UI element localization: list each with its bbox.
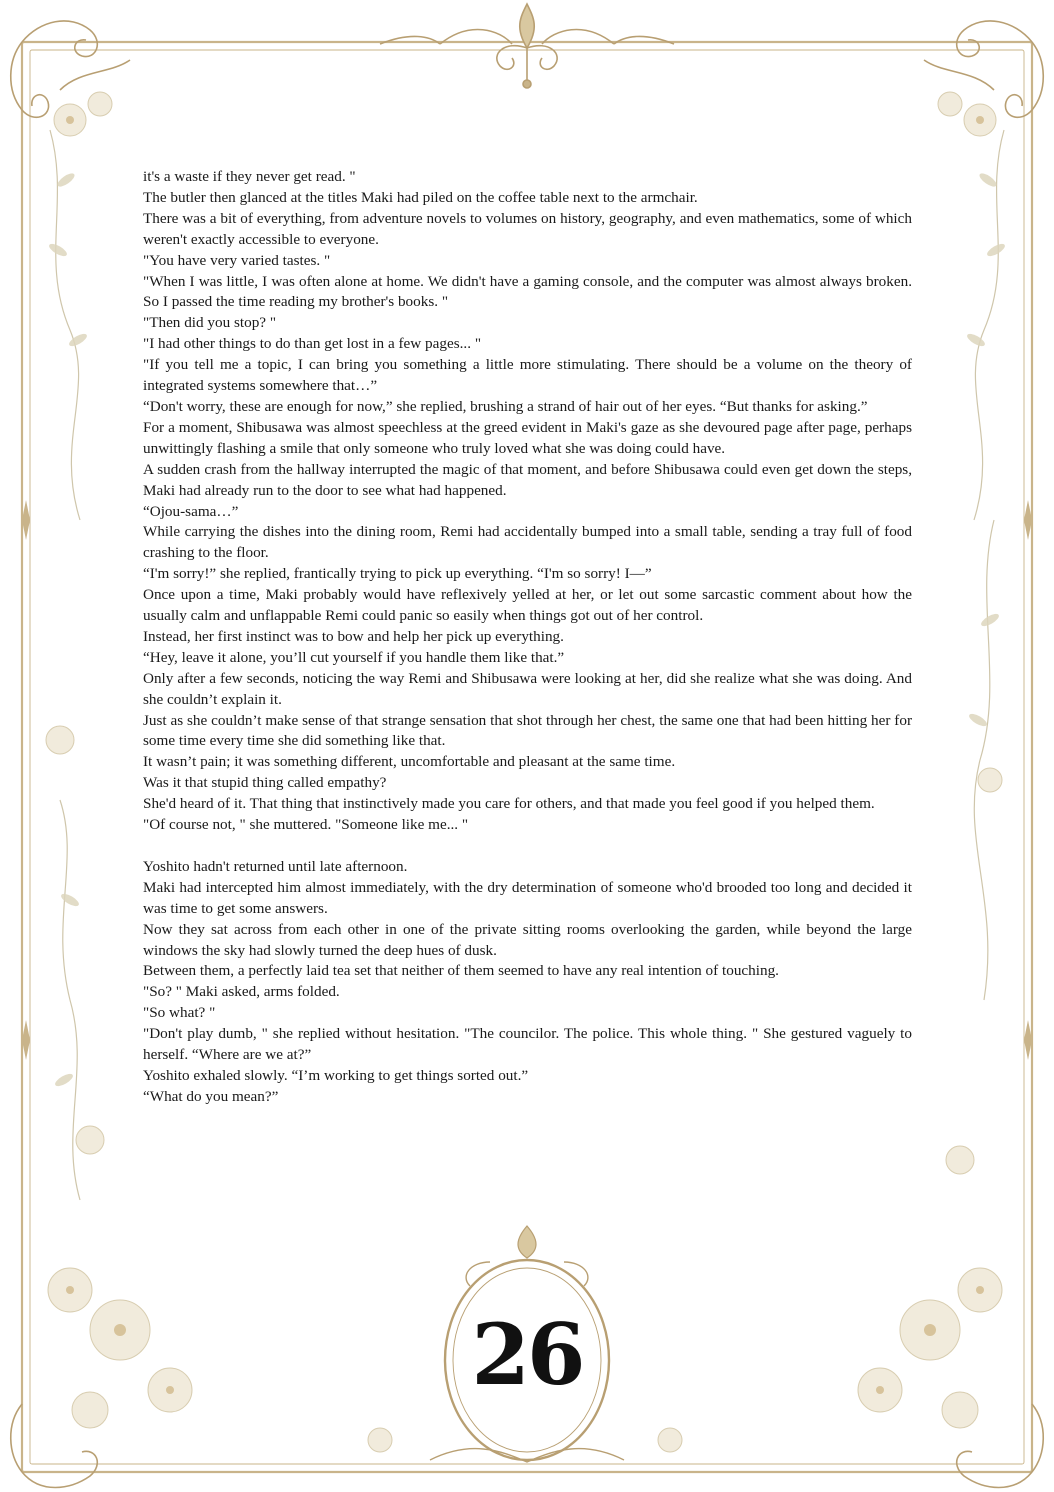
paragraph: "I had other things to do than get lost in a few pages... " [143,335,482,353]
paragraph: Yoshito exhaled slowly. “I’m working to get things sorted out.” [143,1066,529,1084]
paragraph: It wasn’t pain; it was something different, uncomfortable and pleasant at the same time. [143,753,676,771]
paragraph: Maki had intercepted him almost immediately, with the dry determination of someone who'd brooded too long and decided it was time to get some answers. [143,878,912,917]
paragraph: "You have very varied tastes. " [143,251,331,269]
paragraph: "Of course not, " she muttered. "Someone like me... " [143,816,469,834]
paragraph: There was a bit of everything, from adventure novels to volumes on history, geography, and even mathematics, some of which weren't exactly accessible to everyone. [143,209,912,248]
paragraph: Instead, her first instinct was to bow and help her pick up everything. [143,627,564,645]
paragraph: “I'm sorry!” she replied, frantically trying to pick up everything. “I'm so sorry! I—” [143,565,652,583]
paragraph-spacer [143,836,912,857]
paragraph: Now they sat across from each other in one of the private sitting rooms overlooking the garden, while beyond the large windows the sky had slowly turned the deep hues of dusk. [143,920,912,959]
paragraph: "So what? " [143,1004,216,1022]
paragraph: While carrying the dishes into the dining room, Remi had accidentally bumped into a small table, sending a tray full of food crashing to the floor. [143,523,912,562]
page-number: 26 [471,1305,583,1404]
paragraph: Once upon a time, Maki probably would have reflexively yelled at her, or let out some sarcastic comment about how the usually calm and unflappable Remi could panic so easily when things got out of her control. [143,586,912,625]
paragraph: Just as she couldn’t make sense of that strange sensation that shot through her chest, the same one that had been hitting her for some time every time she did something like that. [143,711,912,750]
paragraph: "When I was little, I was often alone at home. We didn't have a gaming console, and the computer was almost always broken. So I passed the time reading my brother's books. " [143,272,912,311]
paragraph: Only after a few seconds, noticing the way Remi and Shibusawa were looking at her, did she realize what she was doing. And she couldn’t explain it. [143,669,912,708]
paragraph: She'd heard of it. That thing that instinctively made you care for others, and that made you feel good if you helped them. [143,795,875,813]
paragraph: For a moment, Shibusawa was almost speechless at the greed evident in Maki's gaze as she devoured page after page, perhaps unwittingly flashing a smile that only someone who truly loved what she was doing could have. [143,418,912,457]
paragraph: it's a waste if they never get read. " [143,168,356,185]
paragraph: "Don't play dumb, " she replied without hesitation. "The councilor. The police. This whole thing. " She gestured vaguely to herself. “Where are we at?” [143,1025,912,1064]
fleur-de-lis-icon [380,4,674,88]
body-text [143,167,912,1108]
paragraph: “Hey, leave it alone, you’ll cut yourself if you handle them like that.” [143,648,565,666]
paragraph: “What do you mean?” [143,1087,279,1105]
paragraph: Was it that stupid thing called empathy? [143,774,387,792]
paragraph: "So? " Maki asked, arms folded. [143,983,340,1001]
paragraph: "If you tell me a topic, I can bring you something a little more stimulating. There should be a volume on the theory of integrated systems somewhere that…” [143,356,912,395]
paragraph: “Don't worry, these are enough for now,” she replied, brushing a strand of hair out of her eyes. “But thanks for asking.” [143,397,868,415]
paragraph: "Then did you stop? " [143,314,277,332]
paragraph: A sudden crash from the hallway interrupted the magic of that moment, and before Shibusawa could even get down the steps, Maki had already run to the door to see what had happened. [143,460,912,499]
paragraph: “Ojou-sama…” [143,502,239,520]
paragraph: The butler then glanced at the titles Maki had piled on the coffee table next to the armchair. [143,188,698,206]
paragraph: Between them, a perfectly laid tea set that neither of them seemed to have any real intention of touching. [143,962,779,980]
paragraph: Yoshito hadn't returned until late afternoon. [143,857,408,875]
